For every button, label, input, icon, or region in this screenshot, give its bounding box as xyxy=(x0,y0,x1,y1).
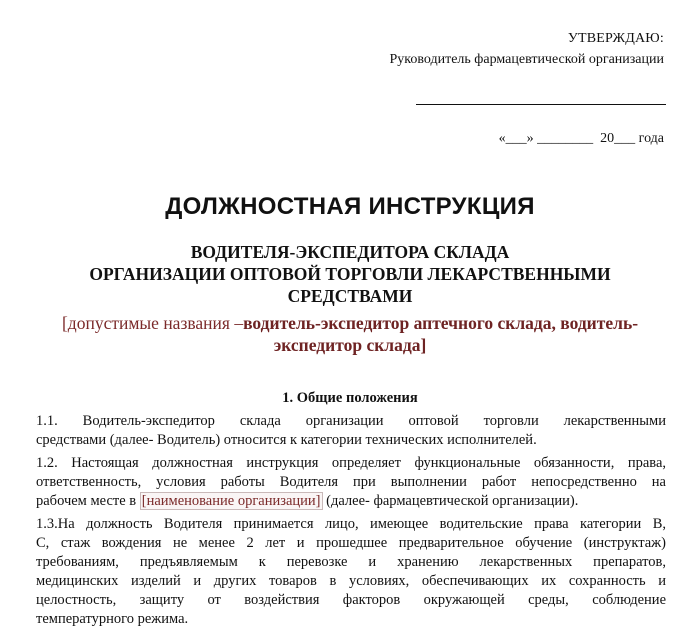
allowed-names-text-1: водитель-экспедитор аптечного склада, водитель- xyxy=(243,313,639,333)
allowed-names-line-2 xyxy=(20,334,680,356)
subtitle-line-3: СРЕДСТВАМИ xyxy=(287,286,413,306)
allowed-names-line-1 xyxy=(20,312,680,334)
paragraph-1-1-line-2: средствами (далее- Водитель) относится к категории технических исполнителей. xyxy=(36,432,537,448)
subtitle-line-2: ОРГАНИЗАЦИИ ОПТОВОЙ ТОРГОВЛИ ЛЕКАРСТВЕННЫМИ xyxy=(89,264,611,284)
paragraph-1-3-line-2: С, стаж вождения не менее 2 лет и прошедшее предварительное обучение (инструктаж) xyxy=(36,535,666,551)
allowed-names-text-2: экспедитор склада] xyxy=(273,335,427,355)
approval-role: Руководитель фармацевтической организации xyxy=(389,52,664,67)
signature-line xyxy=(416,104,666,105)
section-heading: 1. Общие положения xyxy=(282,390,418,406)
paragraph-1-1-line-1: 1.1. Водитель-экспедитор склада организации оптовой торговли лекарственными xyxy=(36,413,666,429)
approval-title: УТВЕРЖДАЮ: xyxy=(567,31,664,46)
paragraph-1-3-line-3: требованиям, предъявляемым к перевозке и хранению лекарственных препаратов, xyxy=(36,554,666,570)
paragraph-1-2-line-3-start: рабочем месте в xyxy=(36,493,140,509)
paragraph-1-2-line-2: ответственность, условия работы Водителя при выполнении работ непосредственно на xyxy=(36,474,666,490)
document-title: ДОЛЖНОСТНАЯ ИНСТРУКЦИЯ xyxy=(165,193,535,220)
subtitle-line-1: ВОДИТЕЛЯ-ЭКСПЕДИТОРА СКЛАДА xyxy=(190,242,510,262)
paragraph-1-2-line-3 xyxy=(36,492,666,511)
allowed-names-prefix: [допустимые названия – xyxy=(61,313,244,333)
paragraph-1-3-line-6: температурного режима. xyxy=(36,611,189,627)
paragraph-1-2-line-1: 1.2. Настоящая должностная инструкция определяет функциональные обязанности, права, xyxy=(36,455,666,471)
approval-date: «___» ________ 20___ года xyxy=(498,131,664,146)
paragraph-1-3-line-4: медицинских изделий и других товаров в условиях, обеспечивающих их сохранность и xyxy=(36,573,666,589)
paragraph-1-3-line-1: 1.3.На должность Водителя принимается лицо, имеющее водительские права категории В, xyxy=(36,516,666,532)
paragraph-1-3-line-5: целостность, защиту от воздействия факторов окружающей среды, соблюдение xyxy=(36,592,666,608)
organization-name-placeholder[interactable]: [наименование организации] xyxy=(141,493,321,509)
paragraph-1-2-line-3-end: (далее- фармацевтической организации). xyxy=(322,493,579,509)
